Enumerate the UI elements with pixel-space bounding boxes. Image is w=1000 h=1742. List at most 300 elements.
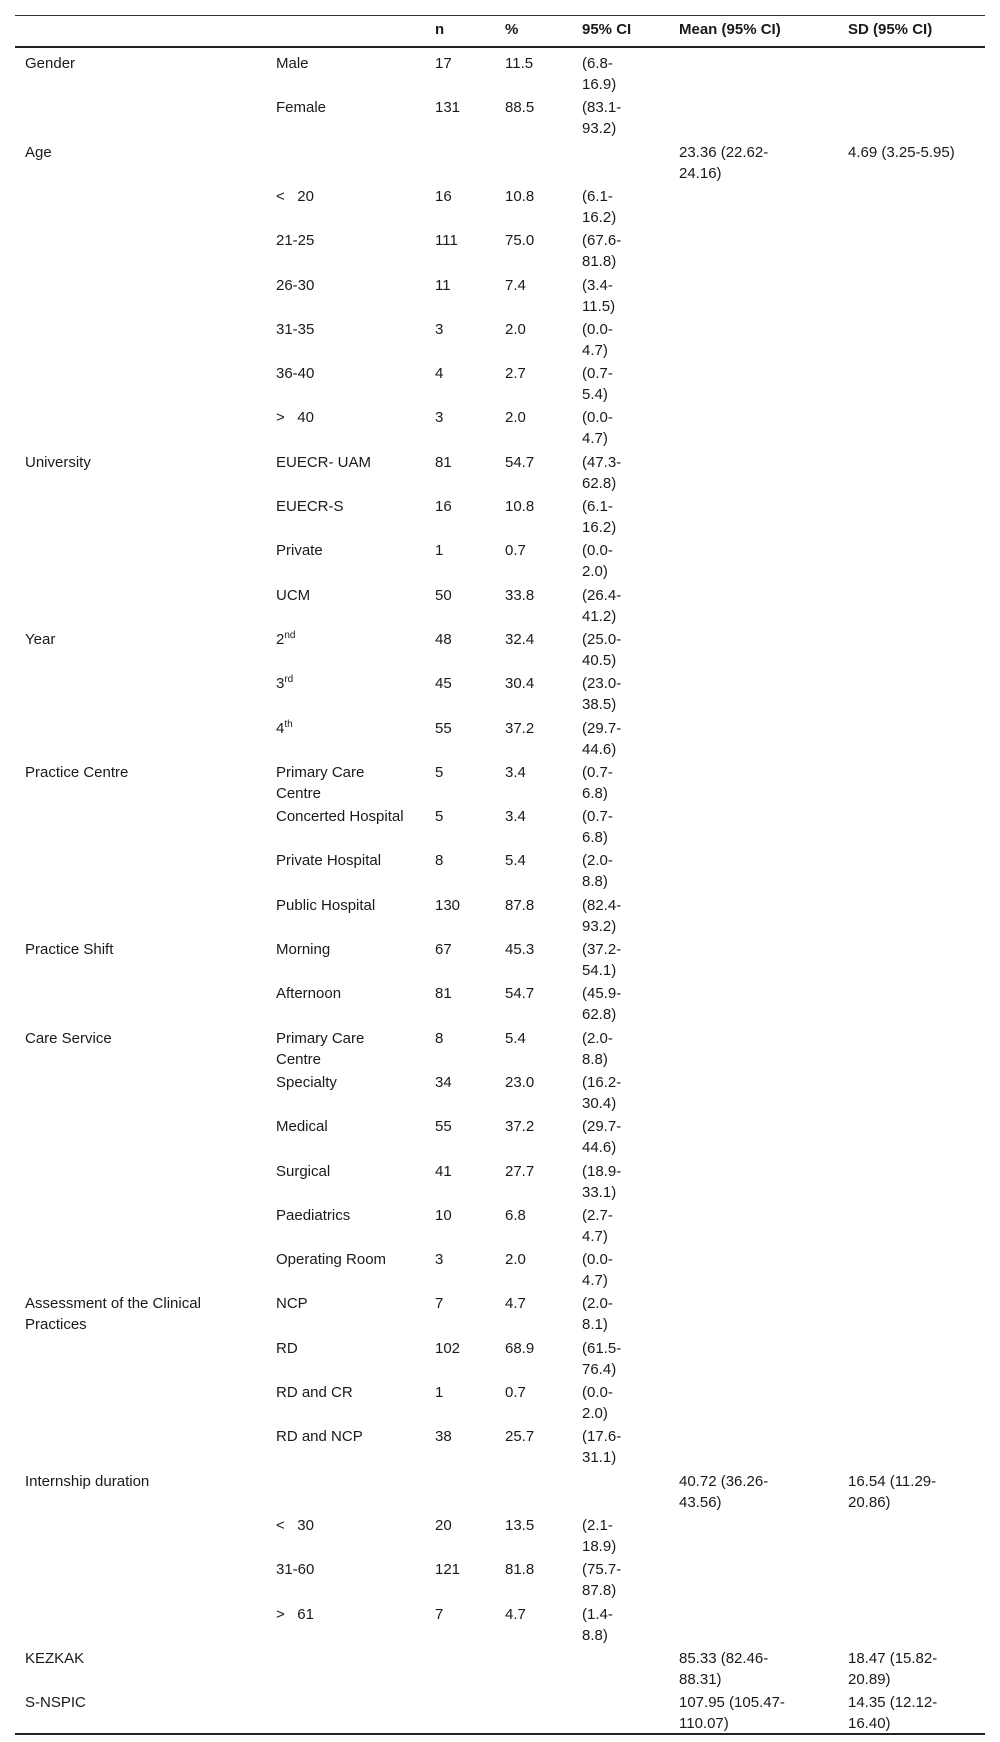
row-ci [582,1028,637,1070]
row-percent-text: 27.7 [505,1162,535,1180]
row-percent [505,1338,565,1359]
row-percent [505,452,565,473]
row-category-text: EUECR- UAM [276,453,372,471]
table-row [15,540,985,584]
row-category [276,186,406,207]
ordinal-suffix: nd [284,629,296,641]
table-row [15,496,985,540]
table-row [15,806,985,850]
table-row [15,1515,985,1559]
row-ci-text: (25.0-40.5) [582,630,622,669]
row-category-text: Paediatrics [276,1206,351,1224]
row-percent [505,230,565,251]
header-sd: SD (95% CI) [848,21,933,38]
row-percent [505,97,565,118]
row-percent [505,1293,565,1314]
row-ci [582,496,637,538]
row-ci-text: (2.7-4.7) [582,1206,613,1245]
row-n [435,452,495,473]
row-n [435,53,495,74]
table-row [15,1293,985,1337]
row-percent [505,1559,565,1580]
row-sd [848,1471,958,1513]
row-ci [582,407,637,449]
row-n-text: 45 [435,675,452,693]
row-n [435,1161,495,1182]
row-n [435,673,495,694]
row-category-text: Public Hospital [276,896,376,914]
row-ci-text: (47.3-62.8) [582,453,622,492]
row-category-text: RD and NCP [276,1428,363,1446]
row-percent-text: 3.4 [505,808,526,826]
table-row [15,1116,985,1160]
row-ci-text: (6.8-16.9) [582,55,617,93]
row-category-text: Specialty [276,1073,337,1091]
table-row [15,452,985,496]
row-percent-text: 37.2 [505,719,535,737]
row-category [276,496,406,517]
row-category-text: 21-25 [276,232,315,250]
row-percent [505,407,565,428]
row-ci [582,1515,637,1557]
row-sd-text: 18.47 (15.82-20.89) [848,1649,938,1688]
row-category-text: RD and CR [276,1384,353,1401]
row-n-text: 5 [435,763,444,781]
row-ci-text: (2.0-8.1) [582,1295,613,1334]
row-n [435,1249,495,1270]
row-percent [505,1426,565,1447]
row-variable [25,452,260,473]
row-ci-text: (29.7-44.6) [582,719,622,758]
row-percent-text: 6.8 [505,1206,526,1224]
row-mean-text: 23.36 (22.62-24.16) [679,143,769,182]
table-row [15,1028,985,1072]
row-category [276,1205,406,1226]
row-sd [848,1692,958,1734]
row-category [276,629,406,650]
bottom-rule [15,1733,985,1735]
table-row [15,585,985,629]
row-ci-text: (83.1-93.2) [582,99,622,138]
row-n-text: 7 [435,1295,444,1313]
row-ci-text: (37.2-54.1) [582,941,622,979]
row-category [276,1515,406,1536]
row-category-text: 26-30 [276,276,315,294]
row-category [276,230,406,251]
row-percent-text: 10.8 [505,498,535,515]
row-n [435,762,495,783]
table-row [15,97,985,141]
row-percent-text: 45.3 [505,941,535,958]
table-header [15,15,985,46]
header-ci: 95% CI [582,21,632,38]
row-variable [25,1293,260,1335]
row-category-text: Afternoon [276,985,342,1003]
row-percent-text: 88.5 [505,99,535,117]
row-percent [505,363,565,384]
row-variable-text: Age [25,143,52,161]
row-percent [505,186,565,207]
row-n-text: 111 [435,232,458,250]
row-n [435,806,495,827]
row-n-text: 10 [435,1206,452,1224]
table-row [15,230,985,274]
row-mean [679,142,804,184]
row-ci-text: (0.7-6.8) [582,808,613,847]
row-n [435,1072,495,1093]
row-category [276,319,406,340]
row-n-text: 16 [435,498,452,515]
row-category [276,1382,406,1403]
table-row [15,718,985,762]
row-percent-text: 81.8 [505,1561,535,1579]
row-sd-text: 14.35 (12.12-16.40) [848,1694,938,1733]
row-category [276,1338,406,1359]
row-variable-text: Internship duration [25,1472,150,1490]
row-percent [505,1161,565,1182]
table-row [15,1382,985,1426]
table-row [15,1471,985,1515]
row-n-text: 4 [435,365,444,383]
table-row [15,142,985,186]
row-category [276,895,406,916]
row-mean-text: 85.33 (82.46-88.31) [679,1649,769,1688]
row-category [276,585,406,606]
row-ci-text: (61.5-76.4) [582,1339,622,1378]
row-ci [582,1072,637,1114]
row-n-text: 81 [435,985,452,1003]
table-row [15,1249,985,1293]
row-n-text: 3 [435,409,444,427]
row-percent [505,1072,565,1093]
table-row [15,895,985,939]
row-ci [582,1249,637,1291]
row-ci [582,363,637,405]
row-percent-text: 4.7 [505,1605,526,1623]
row-n [435,1293,495,1314]
row-ci-text: (0.0-2.0) [582,542,613,581]
row-ci [582,275,637,317]
ordinal-suffix: th [284,718,293,730]
row-variable-text: Care Service [25,1029,112,1047]
row-percent [505,806,565,827]
row-category [276,673,406,694]
row-ci-text: (6.1-16.2) [582,187,617,226]
table-row [15,983,985,1027]
row-percent [505,718,565,739]
row-ci-text: (18.9-33.1) [582,1162,622,1201]
row-ci [582,97,637,139]
row-n [435,895,495,916]
row-ci [582,1116,637,1158]
row-n [435,407,495,428]
row-percent-text: 2.0 [505,1251,526,1269]
row-n [435,1515,495,1536]
row-percent [505,850,565,871]
row-percent-text: 0.7 [505,1384,526,1401]
row-percent-text: 7.4 [505,276,526,294]
row-ci-text: (26.4-41.2) [582,586,622,625]
header-mean: Mean (95% CI) [679,21,781,38]
row-category [276,1116,406,1137]
row-variable [25,762,260,783]
table-row [15,1648,985,1692]
row-n-text: 55 [435,1118,452,1136]
row-percent [505,1604,565,1625]
row-percent [505,1515,565,1536]
row-n-text: 1 [435,1384,444,1401]
row-category-text: Male [276,55,309,72]
row-category-text: 36-40 [276,365,315,383]
row-ci [582,762,637,804]
row-mean-text: 40.72 (36.26-43.56) [679,1472,769,1511]
row-n [435,496,495,517]
ordinal-suffix: rd [284,674,294,686]
row-percent [505,762,565,783]
row-ci [582,895,637,937]
row-category [276,53,406,74]
row-ci [582,673,637,715]
table-row [15,673,985,717]
row-n-text: 17 [435,55,452,72]
row-variable [25,1692,260,1713]
row-percent [505,275,565,296]
row-ci-text: (67.6-81.8) [582,232,622,271]
row-ci [582,850,637,892]
row-mean [679,1648,804,1690]
row-category-text: 3 [276,675,285,693]
row-n-text: 50 [435,586,452,604]
row-variable-text: KEZKAK [25,1649,85,1667]
row-category-text: Primary Care Centre [276,763,365,802]
row-n-text: 5 [435,808,444,826]
table-row [15,1692,985,1736]
row-category-text: Operating Room [276,1251,387,1269]
row-sd-text: 4.69 (3.25-5.95) [848,143,955,161]
row-n-text: 67 [435,941,452,958]
table-row [15,186,985,230]
row-percent [505,496,565,517]
row-ci [582,1426,637,1468]
row-percent [505,1205,565,1226]
row-variable-text: Practice Shift [25,941,114,958]
row-percent-text: 2.0 [505,409,526,427]
row-category-text: NCP [276,1295,308,1313]
row-n-text: 8 [435,1029,444,1047]
row-n-text: 131 [435,99,461,117]
row-category [276,1072,406,1093]
row-ci-text: (0.7-6.8) [582,763,613,802]
row-percent [505,53,565,74]
row-ci-text: (2.0-8.8) [582,1029,613,1068]
row-n-text: 7 [435,1605,444,1623]
row-ci-text: (0.0-4.7) [582,1251,613,1290]
row-percent [505,895,565,916]
row-n [435,629,495,650]
row-variable-text: Year [25,630,56,648]
row-ci [582,452,637,494]
row-n [435,939,495,960]
row-percent-text: 10.8 [505,187,535,205]
row-ci [582,1382,637,1424]
row-category [276,718,406,739]
row-n-text: 8 [435,852,444,870]
row-variable [25,1028,260,1049]
header-n: n [435,21,445,38]
table-row [15,407,985,451]
row-percent [505,1249,565,1270]
row-ci [582,186,637,228]
row-n-text: 41 [435,1162,452,1180]
row-category-text: Medical [276,1118,328,1136]
row-category [276,1426,406,1447]
row-category-text: 4 [276,719,285,737]
row-category-text: Primary Care Centre [276,1029,365,1068]
table-row [15,1205,985,1249]
row-percent [505,939,565,960]
row-n [435,186,495,207]
row-ci-text: (23.0-38.5) [582,675,622,714]
row-category [276,363,406,384]
row-ci-text: (0.0-4.7) [582,320,613,359]
row-ci [582,585,637,627]
row-ci [582,806,637,848]
row-category [276,1604,406,1625]
row-category-text: EUECR-S [276,498,344,515]
row-category [276,1028,406,1070]
row-category [276,97,406,118]
row-variable-text: Assessment of the Clinical Practices [25,1295,201,1334]
row-n-text: 20 [435,1516,452,1534]
row-n-text: 3 [435,320,444,338]
row-ci [582,1604,637,1646]
row-sd [848,1648,958,1690]
row-ci [582,629,637,671]
row-n [435,230,495,251]
row-percent-text: 2.7 [505,365,526,383]
table-row [15,1338,985,1382]
row-percent [505,1116,565,1137]
row-variable-text: S-NSPIC [25,1694,86,1712]
row-n [435,1559,495,1580]
row-percent [505,585,565,606]
row-variable [25,1471,260,1492]
row-ci-text: (6.1-16.2) [582,498,617,536]
row-ci-text: (16.2-30.4) [582,1073,622,1112]
row-mean-text: 107.95 (105.47-110.07) [679,1694,785,1733]
row-ci [582,718,637,760]
row-n [435,97,495,118]
row-category-text: Private Hospital [276,852,382,870]
row-category [276,983,406,1004]
row-category-text: Concerted Hospital [276,808,404,826]
row-percent-text: 68.9 [505,1339,535,1357]
row-percent-text: 23.0 [505,1073,535,1091]
row-ci-text: (2.1-18.9) [582,1516,617,1555]
row-n-text: 38 [435,1428,452,1446]
row-ci-text: (45.9-62.8) [582,985,622,1024]
row-n-text: 16 [435,187,452,205]
table-row [15,1426,985,1470]
row-category-text: Female [276,99,327,117]
row-category-text: > 61 [276,1605,314,1623]
row-category [276,850,406,871]
table-row [15,53,985,97]
row-ci-text: (3.4-11.5) [582,276,616,315]
row-n-text: 48 [435,630,452,648]
table-row [15,850,985,894]
header-percent: % [505,21,519,38]
row-n-text: 121 [435,1561,461,1579]
row-category-text: RD [276,1339,298,1357]
row-variable [25,53,260,74]
row-percent-text: 54.7 [505,453,535,471]
row-percent-text: 25.7 [505,1428,535,1446]
row-variable [25,1648,260,1669]
row-category [276,1249,406,1270]
row-n [435,363,495,384]
row-percent [505,629,565,650]
row-variable [25,629,260,650]
table-row [15,1072,985,1116]
row-ci-text: (0.7-5.4) [582,365,613,404]
row-percent-text: 11.5 [505,55,534,72]
row-percent-text: 75.0 [505,232,535,250]
row-ci [582,1559,637,1601]
row-ci-text: (2.0-8.8) [582,852,613,891]
row-percent [505,983,565,1004]
row-n [435,585,495,606]
row-percent-text: 5.4 [505,1029,526,1047]
row-percent [505,1382,565,1403]
row-n-text: 102 [435,1339,461,1357]
row-percent-text: 0.7 [505,542,526,560]
row-percent-text: 37.2 [505,1118,535,1136]
row-n-text: 3 [435,1251,444,1269]
row-variable [25,939,260,960]
header-rule [15,46,985,48]
row-ci-text: (0.0-2.0) [582,1384,613,1422]
table-row [15,1559,985,1603]
row-ci [582,1293,637,1335]
table-row [15,939,985,983]
row-category [276,1293,406,1314]
row-category-text: Surgical [276,1162,331,1180]
row-ci [582,540,637,582]
row-n-text: 1 [435,542,444,560]
row-n [435,1028,495,1049]
row-category-text: Morning [276,941,331,958]
row-category-text: Private [276,542,323,560]
row-percent-text: 3.4 [505,763,526,781]
row-n [435,850,495,871]
row-percent [505,319,565,340]
row-n [435,1426,495,1447]
row-ci [582,939,637,981]
row-percent-text: 4.7 [505,1295,526,1313]
table-row [15,1161,985,1205]
row-n [435,1604,495,1625]
row-mean [679,1471,804,1513]
table-row [15,629,985,673]
row-category [276,1559,406,1580]
row-category-text: < 20 [276,187,314,205]
row-category-text: 2 [276,630,285,648]
row-percent-text: 2.0 [505,320,526,338]
row-variable-text: Practice Centre [25,763,129,781]
row-variable-text: University [25,453,91,471]
row-ci [582,230,637,272]
